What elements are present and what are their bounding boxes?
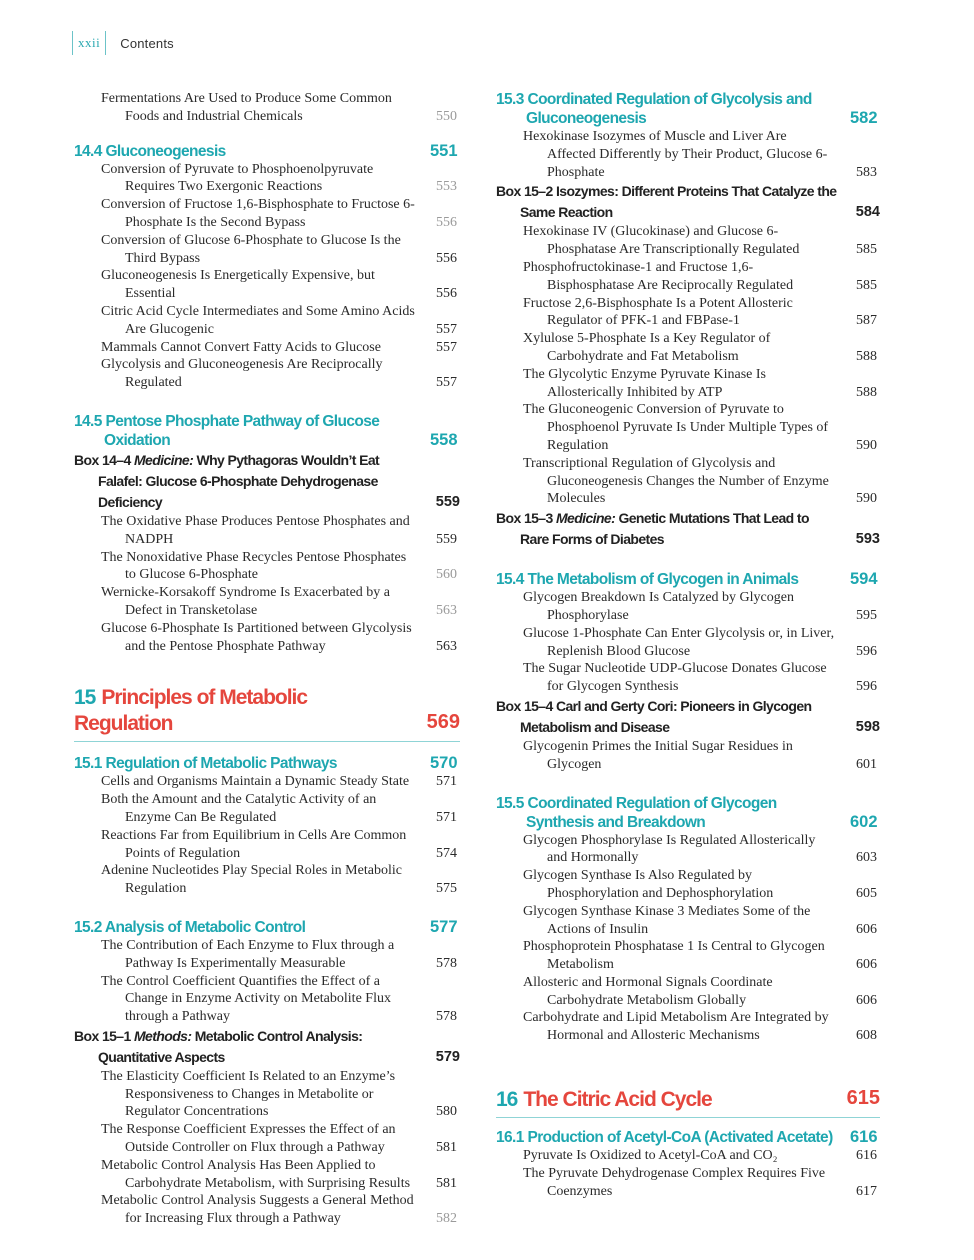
toc-entry[interactable]: Fermentations Are Used to Produce Some Common Foods and Industrial Chemicals 550	[101, 91, 457, 124]
toc-entry-title: Reactions Far from Equilibrium in Cells Are Common Points of Regulation	[101, 827, 407, 861]
toc-entry-title: Hexokinase Isozymes of Muscle and Liver Are Affected Differently by Their Product, Glucose 6-Phosphate	[523, 129, 828, 180]
toc-entry[interactable]: The Sugar Nucleotide UDP-Glucose Donates Glucose for Glycogen Synthesis 596	[523, 661, 877, 695]
entry-text: 15.4 The Metabolism of Glycogen in Animals	[496, 571, 799, 589]
running-head: Contents	[120, 35, 174, 51]
toc-entry[interactable]: Phosphoprotein Phosphatase 1 Is Central to Glycogen Metabolism 606	[523, 939, 877, 973]
toc-right-column	[496, 90, 880, 1200]
toc-entry-title: Pyruvate Is Oxidized to Acetyl-CoA and CO₂	[523, 1148, 778, 1164]
entry-text: 14.4 Gluconeogenesis	[74, 142, 226, 160]
toc-entry[interactable]: Citric Acid Cycle Intermediates and Some Amino Acids Are Glucogenic 557	[101, 303, 457, 337]
entry-text: 15.2 Analysis of Metabolic Control	[74, 918, 306, 936]
toc-entry[interactable]: Gluconeogenesis Is Energetically Expensive, but Essential 556	[101, 268, 457, 302]
toc-entry[interactable]: Transcriptional Regulation of Glycolysis and Gluconeogenesis Changes the Number of Enzyme Molecules 590	[523, 455, 877, 507]
toc-entry[interactable]: Xylulose 5-Phosphate Is a Key Regulator of Carbohydrate and Fat Metabolism 588	[523, 331, 877, 364]
entry-text: The Citric Acid Cycle	[523, 1088, 712, 1112]
toc-entry[interactable]: Glycogen Breakdown Is Catalyzed by Glycogen Phosphorylase 595	[523, 590, 877, 623]
toc-entry-title: The Sugar Nucleotide UDP-Glucose Donates Glucose for Glycogen Synthesis	[523, 661, 827, 695]
toc-entry-title: Cells and Organisms Maintain a Dynamic Steady State	[101, 774, 410, 790]
toc-entry-title: Wernicke-Korsakoff Syndrome Is Exacerbated by a Defect in Transketolase	[101, 585, 391, 618]
toc-entry[interactable]: Both the Amount and the Catalytic Activity of an Enzyme Can Be Regulated 571	[101, 792, 457, 825]
toc-entry[interactable]: The Pyruvate Dehydrogenase Complex Requires Five Coenzymes 617	[523, 1165, 877, 1199]
toc-entry[interactable]: Conversion of Pyruvate to Phosphoenolpyruvate Requires Two Exergonic Reactions 553	[101, 161, 457, 195]
toc-entry-title: The Contribution of Each Enzyme to Flux through a Pathway Is Experimentally Measurable	[101, 937, 395, 971]
toc-entry-title: Transcriptional Regulation of Glycolysis and Gluconeogenesis Changes the Number of Enzyme Molecules	[523, 455, 829, 507]
toc-entry[interactable]: Glycogen Synthase Is Also Regulated by Phosphorylation and Dephosphorylation 605	[523, 868, 877, 901]
toc-entry[interactable]: Phosphofructokinase-1 and Fructose 1,6-Bisphosphatase Are Reciprocally Regulated 585	[523, 259, 877, 293]
toc-entry[interactable]: Reactions Far from Equilibrium in Cells Are Common Points of Regulation 574	[101, 827, 457, 861]
toc-entry-title: The Gluconeogenic Conversion of Pyruvate to Phosphoenol Pyruvate Is Under Multiple Types of Regulation	[523, 402, 829, 453]
chapter-heading[interactable]	[74, 685, 460, 742]
toc-entry-title: Glycogenin Primes the Initial Sugar Residues in Glycogen	[523, 738, 793, 772]
page-ref: 569	[426, 711, 460, 734]
toc-entry[interactable]: Cells and Organisms Maintain a Dynamic Steady State 571	[101, 774, 457, 790]
section-heading[interactable]: 14.5 Pentose Phosphate Pathway of Glucose Oxidation 558	[74, 412, 458, 449]
toc-entry[interactable]: Glucose 6-Phosphate Is Partitioned between Glycolysis and the Pentose Phosphate Pathway 563	[101, 620, 457, 654]
chapter-number: 15	[74, 686, 96, 710]
toc-entry-title: Hexokinase IV (Glucokinase) and Glucose 6-Phosphatase Are Transcriptionally Regulated	[523, 224, 800, 258]
toc-entry-title: Glycolysis and Gluconeogenesis Are Reciprocally Regulated	[101, 357, 383, 391]
toc-entry[interactable]: The Elasticity Coefficient Is Related to an Enzyme’s Responsiveness to Changes in Metabolite or Regulator Concentrations 580	[101, 1068, 457, 1120]
toc-entry[interactable]: Metabolic Control Analysis Suggests a General Method for Increasing Flux through a Pathway 582	[101, 1193, 457, 1227]
toc-entry-title: Metabolic Control Analysis Has Been Applied to Carbohydrate Metabolism, with Surprising Results	[101, 1157, 411, 1191]
toc-entry[interactable]: Wernicke-Korsakoff Syndrome Is Exacerbated by a Defect in Transketolase 563	[101, 585, 457, 618]
entry-text: Box 15–1	[74, 1027, 131, 1044]
toc-entry[interactable]: Allosteric and Hormonal Signals Coordinate Carbohydrate Metabolism Globally 606	[523, 974, 877, 1008]
entry-text: Medicine:	[555, 510, 616, 527]
toc-entry[interactable]: Glycogen Phosphorylase Is Regulated Allosterically and Hormonally 603	[523, 832, 877, 866]
box-entry[interactable]	[74, 450, 460, 513]
page-ref: 615	[846, 1087, 880, 1110]
toc-entry[interactable]: Mammals Cannot Convert Fatty Acids to Glucose 557	[101, 339, 457, 355]
box-entry[interactable]	[496, 508, 880, 550]
entry-text: 15.3 Coordinated Regulation of Glycolysis and Gluconeogenesis	[496, 91, 812, 127]
toc-entry-title: Phosphoprotein Phosphatase 1 Is Central to Glycogen Metabolism	[523, 939, 825, 973]
toc-entry-title: Mammals Cannot Convert Fatty Acids to Glucose	[101, 339, 381, 355]
toc-entry[interactable]: Glucose 1-Phosphate Can Enter Glycolysis or, in Liver, Replenish Blood Glucose 596	[523, 625, 877, 659]
toc-left-column	[74, 90, 460, 1228]
toc-entry[interactable]: The Control Coefficient Quantifies the Effect of a Change in Enzyme Activity on Metabolite Flux through a Pathway 578	[101, 973, 457, 1025]
toc-entry[interactable]: The Contribution of Each Enzyme to Flux through a Pathway Is Experimentally Measurable 578	[101, 937, 457, 971]
box-entry[interactable]	[74, 1026, 460, 1068]
toc-entry[interactable]: The Response Coefficient Expresses the Effect of an Outside Controller on Flux through a Pathway 581	[101, 1122, 457, 1156]
entry-text: Medicine:	[133, 451, 194, 468]
toc-entry-title: The Oxidative Phase Produces Pentose Phosphates and NADPH	[101, 513, 410, 547]
toc-entry-title: Glycogen Phosphorylase Is Regulated Allosterically and Hormonally	[523, 832, 816, 866]
toc-entry-title: Fructose 2,6-Bisphosphate Is a Potent Allosteric Regulator of PFK-1 and FBPase-1	[523, 295, 793, 329]
entry-text: 14.5 Pentose Phosphate Pathway of Glucose Oxidation	[74, 412, 380, 449]
toc-entry[interactable]: Hexokinase Isozymes of Muscle and Liver Are Affected Differently by Their Product, Glucose 6-Phosphate 583	[523, 129, 877, 180]
entry-text: Why Pythagoras Wouldn’t Eat Falafel: Glucose 6-Phosphate Dehydrogenase Deficiency	[98, 451, 380, 510]
toc-entry-title: Allosteric and Hormonal Signals Coordinate Carbohydrate Metabolism Globally	[523, 974, 773, 1008]
entry-text: Box 15–2	[496, 183, 553, 200]
toc-entry-title: Adenine Nucleotides Play Special Roles in Metabolic Regulation	[101, 863, 402, 897]
page-header	[72, 30, 174, 56]
toc-entry-title: The Elasticity Coefficient Is Related to an Enzyme’s Responsiveness to Changes in Metabolite or Regulator Concentrations	[101, 1068, 396, 1120]
toc-entry-title: Conversion of Fructose 1,6-Bisphosphate to Fructose 6-Phosphate Is the Second Bypass	[101, 197, 415, 230]
toc-entry-title: Xylulose 5-Phosphate Is a Key Regulator of Carbohydrate and Fat Metabolism	[523, 331, 771, 364]
entry-text: 15.1 Regulation of Metabolic Pathways	[74, 755, 337, 773]
entry-text: Carl and Gerty Cori: Pioneers in Glycogen Metabolism and Disease	[520, 697, 812, 735]
toc-entry-title: Conversion of Glucose 6-Phosphate to Glucose Is the Third Bypass	[101, 232, 401, 266]
toc-entry-title: The Pyruvate Dehydrogenase Complex Requires Five Coenzymes	[523, 1165, 826, 1199]
toc-entry[interactable]: Metabolic Control Analysis Has Been Applied to Carbohydrate Metabolism, with Surprising Results 581	[101, 1157, 457, 1191]
toc-entry[interactable]: Carbohydrate and Lipid Metabolism Are Integrated by Hormonal and Allosteric Mechanisms 608	[523, 1010, 877, 1044]
entry-text: 15.5 Coordinated Regulation of Glycogen Synthesis and Breakdown	[496, 794, 777, 831]
toc-entry-title: Fermentations Are Used to Produce Some Common Foods and Industrial Chemicals	[101, 91, 392, 124]
section-heading[interactable]: 14.4 Gluconeogenesis 551	[74, 141, 458, 160]
toc-entry-title: Glucose 6-Phosphate Is Partitioned between Glycolysis and the Pentose Phosphate Pathway	[101, 620, 412, 654]
entry-text: Metabolic Control Analysis: Quantitative Aspects	[98, 1027, 363, 1065]
toc-entry-title: Metabolic Control Analysis Suggests a General Method for Increasing Flux through a Pathway	[101, 1193, 414, 1227]
chapter-heading[interactable]	[496, 1087, 880, 1118]
toc-entry-title: The Control Coefficient Quantifies the Effect of a Change in Enzyme Activity on Metabolite Flux through a Pathway	[101, 973, 391, 1025]
toc-entry[interactable]: The Gluconeogenic Conversion of Pyruvate to Phosphoenol Pyruvate Is Under Multiple Types of Regulation 590	[523, 402, 877, 453]
toc-entry[interactable]: Hexokinase IV (Glucokinase) and Glucose 6-Phosphatase Are Transcriptionally Regulated 585	[523, 224, 877, 258]
section-heading[interactable]: 15.5 Coordinated Regulation of Glycogen Synthesis and Breakdown 602	[496, 794, 878, 831]
toc-entry[interactable]: The Glycolytic Enzyme Pyruvate Kinase Is Allosterically Inhibited by ATP 588	[523, 366, 877, 400]
page-number: xxii	[72, 31, 106, 55]
toc-entry[interactable]: The Nonoxidative Phase Recycles Pentose Phosphates to Glucose 6-Phosphate 560	[101, 549, 457, 583]
entry-text: Box 15–3	[496, 510, 553, 527]
toc-entry-title: Glycogen Synthase Kinase 3 Mediates Some of the Actions of Insulin	[523, 903, 811, 937]
toc-entry[interactable]: Pyruvate Is Oxidized to Acetyl-CoA and CO₂ 616	[523, 1148, 877, 1164]
toc-entry-title: The Nonoxidative Phase Recycles Pentose Phosphates to Glucose 6-Phosphate	[101, 549, 407, 583]
toc-entry-title: The Response Coefficient Expresses the Effect of an Outside Controller on Flux through a Pathway	[101, 1122, 396, 1156]
entry-text: Isozymes: Different Proteins That Catalyze the Same Reaction	[520, 183, 837, 221]
toc-entry-title: The Glycolytic Enzyme Pyruvate Kinase Is Allosterically Inhibited by ATP	[523, 366, 766, 400]
toc-entry-title: Citric Acid Cycle Intermediates and Some Amino Acids Are Glucogenic	[101, 303, 415, 337]
toc-entry-title: Glycogen Breakdown Is Catalyzed by Glycogen Phosphorylase	[523, 590, 794, 623]
entry-text: Genetic Mutations That Lead to Rare Forms of Diabetes	[520, 510, 809, 548]
entry-text: Box 15–4	[496, 697, 553, 714]
section-heading[interactable]: 15.2 Analysis of Metabolic Control 577	[74, 917, 458, 936]
toc-entry-title: Carbohydrate and Lipid Metabolism Are Integrated by Hormonal and Allosteric Mechanisms	[523, 1010, 829, 1044]
entry-text: Principles of Metabolic Regulation	[74, 686, 308, 736]
chapter-number: 16	[496, 1088, 518, 1112]
toc-entry[interactable]: Fructose 2,6-Bisphosphate Is a Potent Allosteric Regulator of PFK-1 and FBPase-1 587	[523, 295, 877, 329]
entry-text: 16.1 Production of Acetyl-CoA (Activated Acetate)	[496, 1129, 833, 1147]
entry-text: Methods:	[133, 1027, 192, 1044]
toc-entry-title: Glucose 1-Phosphate Can Enter Glycolysis or, in Liver, Replenish Blood Glucose	[523, 625, 835, 659]
entry-text: Box 14–4	[74, 451, 131, 468]
toc-entry-title: Conversion of Pyruvate to Phosphoenolpyruvate Requires Two Exergonic Reactions	[101, 161, 374, 195]
toc-entry[interactable]: The Oxidative Phase Produces Pentose Phosphates and NADPH 559	[101, 513, 457, 547]
section-heading[interactable]: 15.1 Regulation of Metabolic Pathways 570	[74, 754, 458, 773]
section-heading[interactable]: 16.1 Production of Acetyl-CoA (Activated Acetate) 616	[496, 1128, 878, 1147]
toc-entry-title: Gluconeogenesis Is Energetically Expensive, but Essential	[101, 268, 375, 302]
box-entry[interactable]	[496, 696, 880, 738]
toc-entry-title: Phosphofructokinase-1 and Fructose 1,6-Bisphosphatase Are Reciprocally Regulated	[523, 259, 794, 293]
section-heading[interactable]: 15.3 Coordinated Regulation of Glycolysis and Gluconeogenesis 582	[496, 91, 878, 127]
toc-entry-title: Both the Amount and the Catalytic Activity of an Enzyme Can Be Regulated	[101, 792, 377, 825]
toc-entry[interactable]: Conversion of Glucose 6-Phosphate to Glucose Is the Third Bypass 556	[101, 232, 457, 266]
section-heading[interactable]: 15.4 The Metabolism of Glycogen in Animals 594	[496, 570, 878, 589]
toc-entry-title: Glycogen Synthase Is Also Regulated by Phosphorylation and Dephosphorylation	[523, 868, 774, 901]
toc-entry[interactable]: Conversion of Fructose 1,6-Bisphosphate to Fructose 6-Phosphate Is the Second Bypass 556	[101, 197, 457, 230]
toc-entry[interactable]: Adenine Nucleotides Play Special Roles in Metabolic Regulation 575	[101, 863, 457, 897]
box-entry[interactable]	[496, 181, 880, 223]
toc-entry[interactable]: Glycogen Synthase Kinase 3 Mediates Some of the Actions of Insulin 606	[523, 903, 877, 937]
toc-entry[interactable]: Glycolysis and Gluconeogenesis Are Reciprocally Regulated 557	[101, 357, 457, 391]
toc-entry[interactable]: Glycogenin Primes the Initial Sugar Residues in Glycogen 601	[523, 738, 877, 772]
